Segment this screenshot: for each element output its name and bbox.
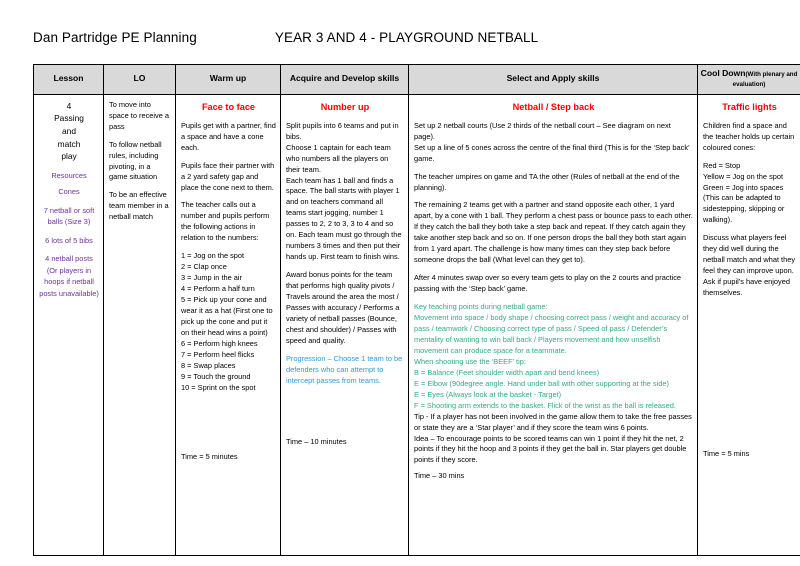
warm-up-action: 3 = Jump in the air [181, 273, 243, 283]
acquire-paragraph: Each team has 1 ball and finds a space. The ball starts with player 1 and on teachers command all teams start jogging, number 1 passes to 2, 2 to 3, 3 to 4 and so on. Each team must go through the numbers 3 times and then put their hands up. First team to finish wins. [286, 175, 402, 262]
warm-up-paragraph: Pupils get with a partner, find a space and have a cone each. [181, 120, 276, 152]
cell-select-apply [409, 94, 698, 555]
paragraph-gap [39, 228, 99, 235]
lesson-plan-table [33, 64, 800, 556]
warm-up-paragraph: The teacher calls out a number and pupils perform the following actions in relation to the numbers: [181, 200, 270, 243]
cool-down-label: Cool Down [700, 68, 746, 78]
warm-up-action: 7 = Perform heel flicks [181, 349, 255, 359]
acquire-bonus-text: Award bonus points for the team that performs high quality pivots / Travels around the area the most / Passes with accuracy / Performs a variety of netball passes (Bounce, chest and shoulder) / Passes with speed and quality. [286, 270, 400, 345]
warm-up-action: 10 = Sprint on the spot [181, 382, 256, 392]
acquire-paragraphs [286, 121, 404, 263]
acquire-progression-text: Progression – Choose 1 team to be defenders who can attempt to intercept passes from teams. [286, 353, 403, 385]
acquire-paragraph: Split pupils into 6 teams and put in bibs. [286, 120, 399, 141]
column-header-select: Select and Apply skills [409, 65, 698, 95]
resource-item: 4 netball posts (Or players in hoops if netball posts unavailable) [39, 254, 99, 298]
resource-item: 7 netball or soft balls (Size 3) [43, 205, 95, 227]
table-header-row [34, 65, 800, 95]
warm-up-action: 8 = Swap places [181, 360, 236, 370]
column-header-cool-down [698, 65, 800, 95]
cool-down-intro: Children find a space and the teacher holds up certain coloured cones: [703, 120, 795, 152]
learning-objective: To follow netball rules, including pivoting, in a game situation [109, 139, 162, 182]
warm-up-paragraphs [181, 121, 276, 245]
select-beef-list [414, 368, 693, 412]
paragraph-gap [39, 198, 99, 205]
column-header-warm-up: Warm up [176, 65, 281, 95]
column-header-lesson: Lesson [34, 65, 104, 95]
cell-lesson [34, 94, 104, 555]
resource-item: Cones [58, 187, 80, 197]
cell-cool-down [698, 94, 800, 555]
beef-item: E = Elbow (90degree angle. Hand under ball with other supporting at the side) [414, 378, 669, 388]
learning-objective: To be an effective team member in a netball match [109, 190, 169, 222]
warm-up-action: 6 = Perform high knees [181, 338, 258, 348]
lesson-focus-line: Passing [54, 113, 84, 124]
warm-up-actions-list [181, 251, 276, 393]
select-idea-text: Idea – To encourage points to be scored teams can win 1 point if they hit the net, 2 points if they hit the hoop and 3 points if they get the ball in. Star players get double points if they score. [414, 433, 687, 465]
warm-up-action: 9 = Touch the ground [181, 371, 251, 381]
table-row [34, 94, 800, 555]
acquire-time: Time – 10 minutes [286, 436, 347, 446]
lesson-focus-line: and [62, 125, 76, 136]
warm-up-paragraph: Pupils face their partner with a 2 yard safety gap and place the cone next to them. [181, 160, 275, 192]
cell-warm-up [176, 94, 281, 555]
beef-item: E = Eyes (Always look at the basket - Target) [414, 389, 562, 399]
cell-acquire [281, 94, 409, 555]
cell-lo [104, 94, 176, 555]
traffic-light-item: Green = Jog into spaces (This can be adapted to sidestepping, skipping or walking). [703, 182, 785, 225]
select-beef-heading: When shooting use the ‘BEEF’ tip: [414, 356, 526, 366]
lesson-focus-line: match [57, 138, 81, 149]
select-heading: Netball / Step back [512, 101, 595, 112]
cool-down-heading: Traffic lights [722, 101, 777, 112]
beef-item: B = Balance (Feet shoulder width apart and bend knees) [414, 367, 600, 377]
lesson-focus-line: play [61, 151, 77, 162]
cool-down-lights-list [703, 161, 796, 227]
cool-down-discuss: Discuss what players feel they did well during the netball match and what they feel they can improve upon. Ask if pupil’s have enjoyed themselves. [703, 233, 796, 298]
select-setup-lines [414, 121, 693, 165]
paragraph-gap [39, 246, 99, 253]
select-swap-text: After 4 minutes swap over so every team gets to play on the 2 courts and practice passing with the ‘Step back’ game. [414, 273, 682, 294]
paragraph-gap [181, 193, 276, 200]
column-header-acquire: Acquire and Develop skills [281, 65, 409, 95]
select-key-points-text: Movement into space / body shape / choosing correct pass / weight and accuracy of pass / teamwork / Choosing correct type of pass / Speed of pass / Defender’s mentality of wanting to win ball back / Players movement and how unselfish movement can produce space for a teammate. [414, 313, 689, 355]
traffic-light-item: Red = Stop [703, 160, 741, 170]
warm-up-heading: Face to face [201, 101, 256, 112]
paragraph-gap [109, 133, 171, 140]
warm-up-action: 5 = Pick up your cone and wear it as a hat (First one to pick up the cone and put it on their head wins a point) [181, 295, 273, 337]
traffic-light-item: Yellow = Jog on the spot [703, 171, 784, 181]
select-setup-line: Set up a line of 5 cones across the centre of the final third (This is for the ‘Step back’ game. [414, 142, 690, 163]
warm-up-action: 2 = Clap once [181, 262, 227, 272]
warm-up-action: 1 = Jog on the spot [181, 251, 245, 261]
cool-down-time: Time = 5 mins [703, 449, 750, 459]
select-time: Time – 30 mins [414, 471, 465, 481]
select-key-points-heading: Key teaching points during netball game: [414, 302, 548, 312]
learning-objective: To move into space to receive a pass [109, 99, 169, 131]
column-header-lo: LO [104, 65, 176, 95]
document-header [33, 30, 773, 54]
lesson-focus-line: 4 [66, 100, 72, 111]
beef-item: F = Shooting arm extends to the basket. Flick of the wrist as the ball is released. [414, 400, 676, 410]
resources-list [39, 186, 99, 299]
acquire-paragraph: Choose 1 captain for each team who numbers all the players on their team. [286, 142, 391, 174]
select-tip-text: Tip - If a player has not been involved in the game allow them to take the free passes or state they are a ‘Star player’ and if they score the team wins 6 points. [414, 411, 692, 432]
warm-up-time: Time = 5 minutes [181, 451, 238, 461]
resource-item: 6 lots of 5 bibs [45, 235, 93, 245]
warm-up-action: 4 = Perform a half turn [181, 284, 255, 294]
paragraph-gap [109, 183, 171, 190]
resources-label: Resources [51, 170, 87, 180]
learning-objectives-list [109, 100, 171, 224]
lesson-number-focus [39, 100, 99, 163]
acquire-heading: Number up [320, 101, 370, 112]
document-title: Dan Partridge PE Planning [33, 30, 197, 45]
select-step-back-text: The remaining 2 teams get with a partner and stand opposite each other, 1 yard apart, by a cone with 1 ball. They perform a chest pass or bounce pass to each other. If they catch the ball they both take a step back and repeat. If they catch again they take another step back and so on. If one person drops the ball they both start again from 1 yard apart. The challenge is how many times can they step back before someone drops the ball (What level can they get to). [414, 200, 693, 265]
cool-down-sublabel: (With plenary and evaluation) [732, 71, 798, 88]
document-subtitle: YEAR 3 AND 4 - PLAYGROUND NETBALL [274, 30, 539, 45]
select-setup-line: Set up 2 netball courts (Use 2 thirds of the netball court – See diagram on next page). [414, 120, 671, 141]
select-umpire-text: The teacher umpires on game and TA the other (Rules of netball at the end of the planning). [414, 171, 680, 192]
paragraph-gap [181, 154, 276, 161]
